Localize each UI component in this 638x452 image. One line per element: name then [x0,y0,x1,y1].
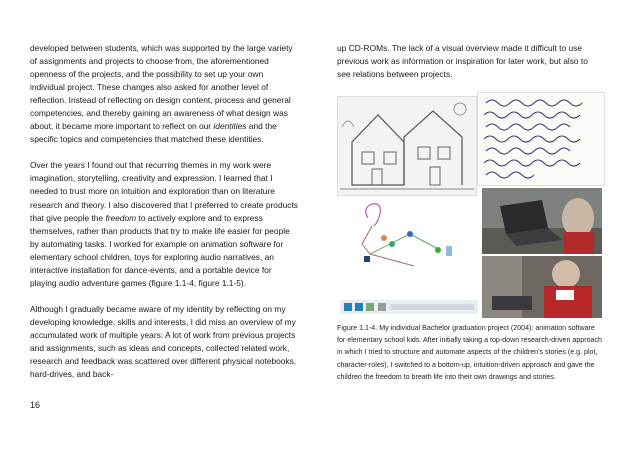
right-text-column: up CD-ROMs. The lack of a visual overview made it difficult to use previous work as information or inspiration for later work, but also to see relations between projects. [337,43,588,80]
child-laptop-photo-2 [482,256,602,318]
handwritten-story-image [477,92,605,186]
figure-caption: Figure 1.1-4. My individual Bachelor graduation project (2004): animation software for elementary school kids. After initially taking a top-down research-driven approach in which I tried to structure and automate aspects of the children's stories (e.g. plot, character-roles), I switched to a bottom-up, intuition-driven approach and gave the children the freedom to breath life into their own drawings and stories. [337,324,602,381]
paragraph-1: developed between students, which was supported by the large variety of assignments and projects to choose from, the aforementioned openness of the projects, and the possibility to set up your own individual project. These changes also asked for another level of reflection. Instead of reflecting on design content, process and general competencies, and thereby gaining an awareness of what design was about, it became more important to reflect on our identities and the specific topics and competencies that matched these identities. [30,43,293,145]
child-laptop-photo-1 [482,188,602,254]
photo-laptop-scene [482,188,602,254]
child-drawing-image [337,96,477,196]
house-drawing-sketch [338,97,476,195]
software-canvas [340,196,478,314]
handwriting-scribbles [478,93,604,185]
animation-software-screenshot [340,196,478,314]
page-number: 16 [30,400,41,410]
paragraph-2: Over the years I found out that recurring themes in my work were imagination, storytelling, creativity and expression. I learned that I needed to trust more on intuition and exploration than on literature research and theory. I also discovered that I preferred to create products that give people the freedom to actively explore and to express themselves, rather than products that try to make life easier for people by automating tasks. I worked for example on animation software for elementary school children, toys for exploring audio narratives, an interactive installation for dance-events, and a portable device for playing audio adventure games (figure 1.1-4, figure 1.1-5). [30,160,298,288]
photo-child-scene [482,256,602,318]
left-text-column [30,42,300,394]
paragraph-3: Although I gradually became aware of my identity by reflecting on my developing knowledge, skills and interests, I did miss an overview of my accumulated work of multiple years: A lot of work from previous projects and assignments, such as ideas and concepts, collected related work, research and feedback was scattered over different physical notebooks, hard-drives, and back- [30,303,297,380]
